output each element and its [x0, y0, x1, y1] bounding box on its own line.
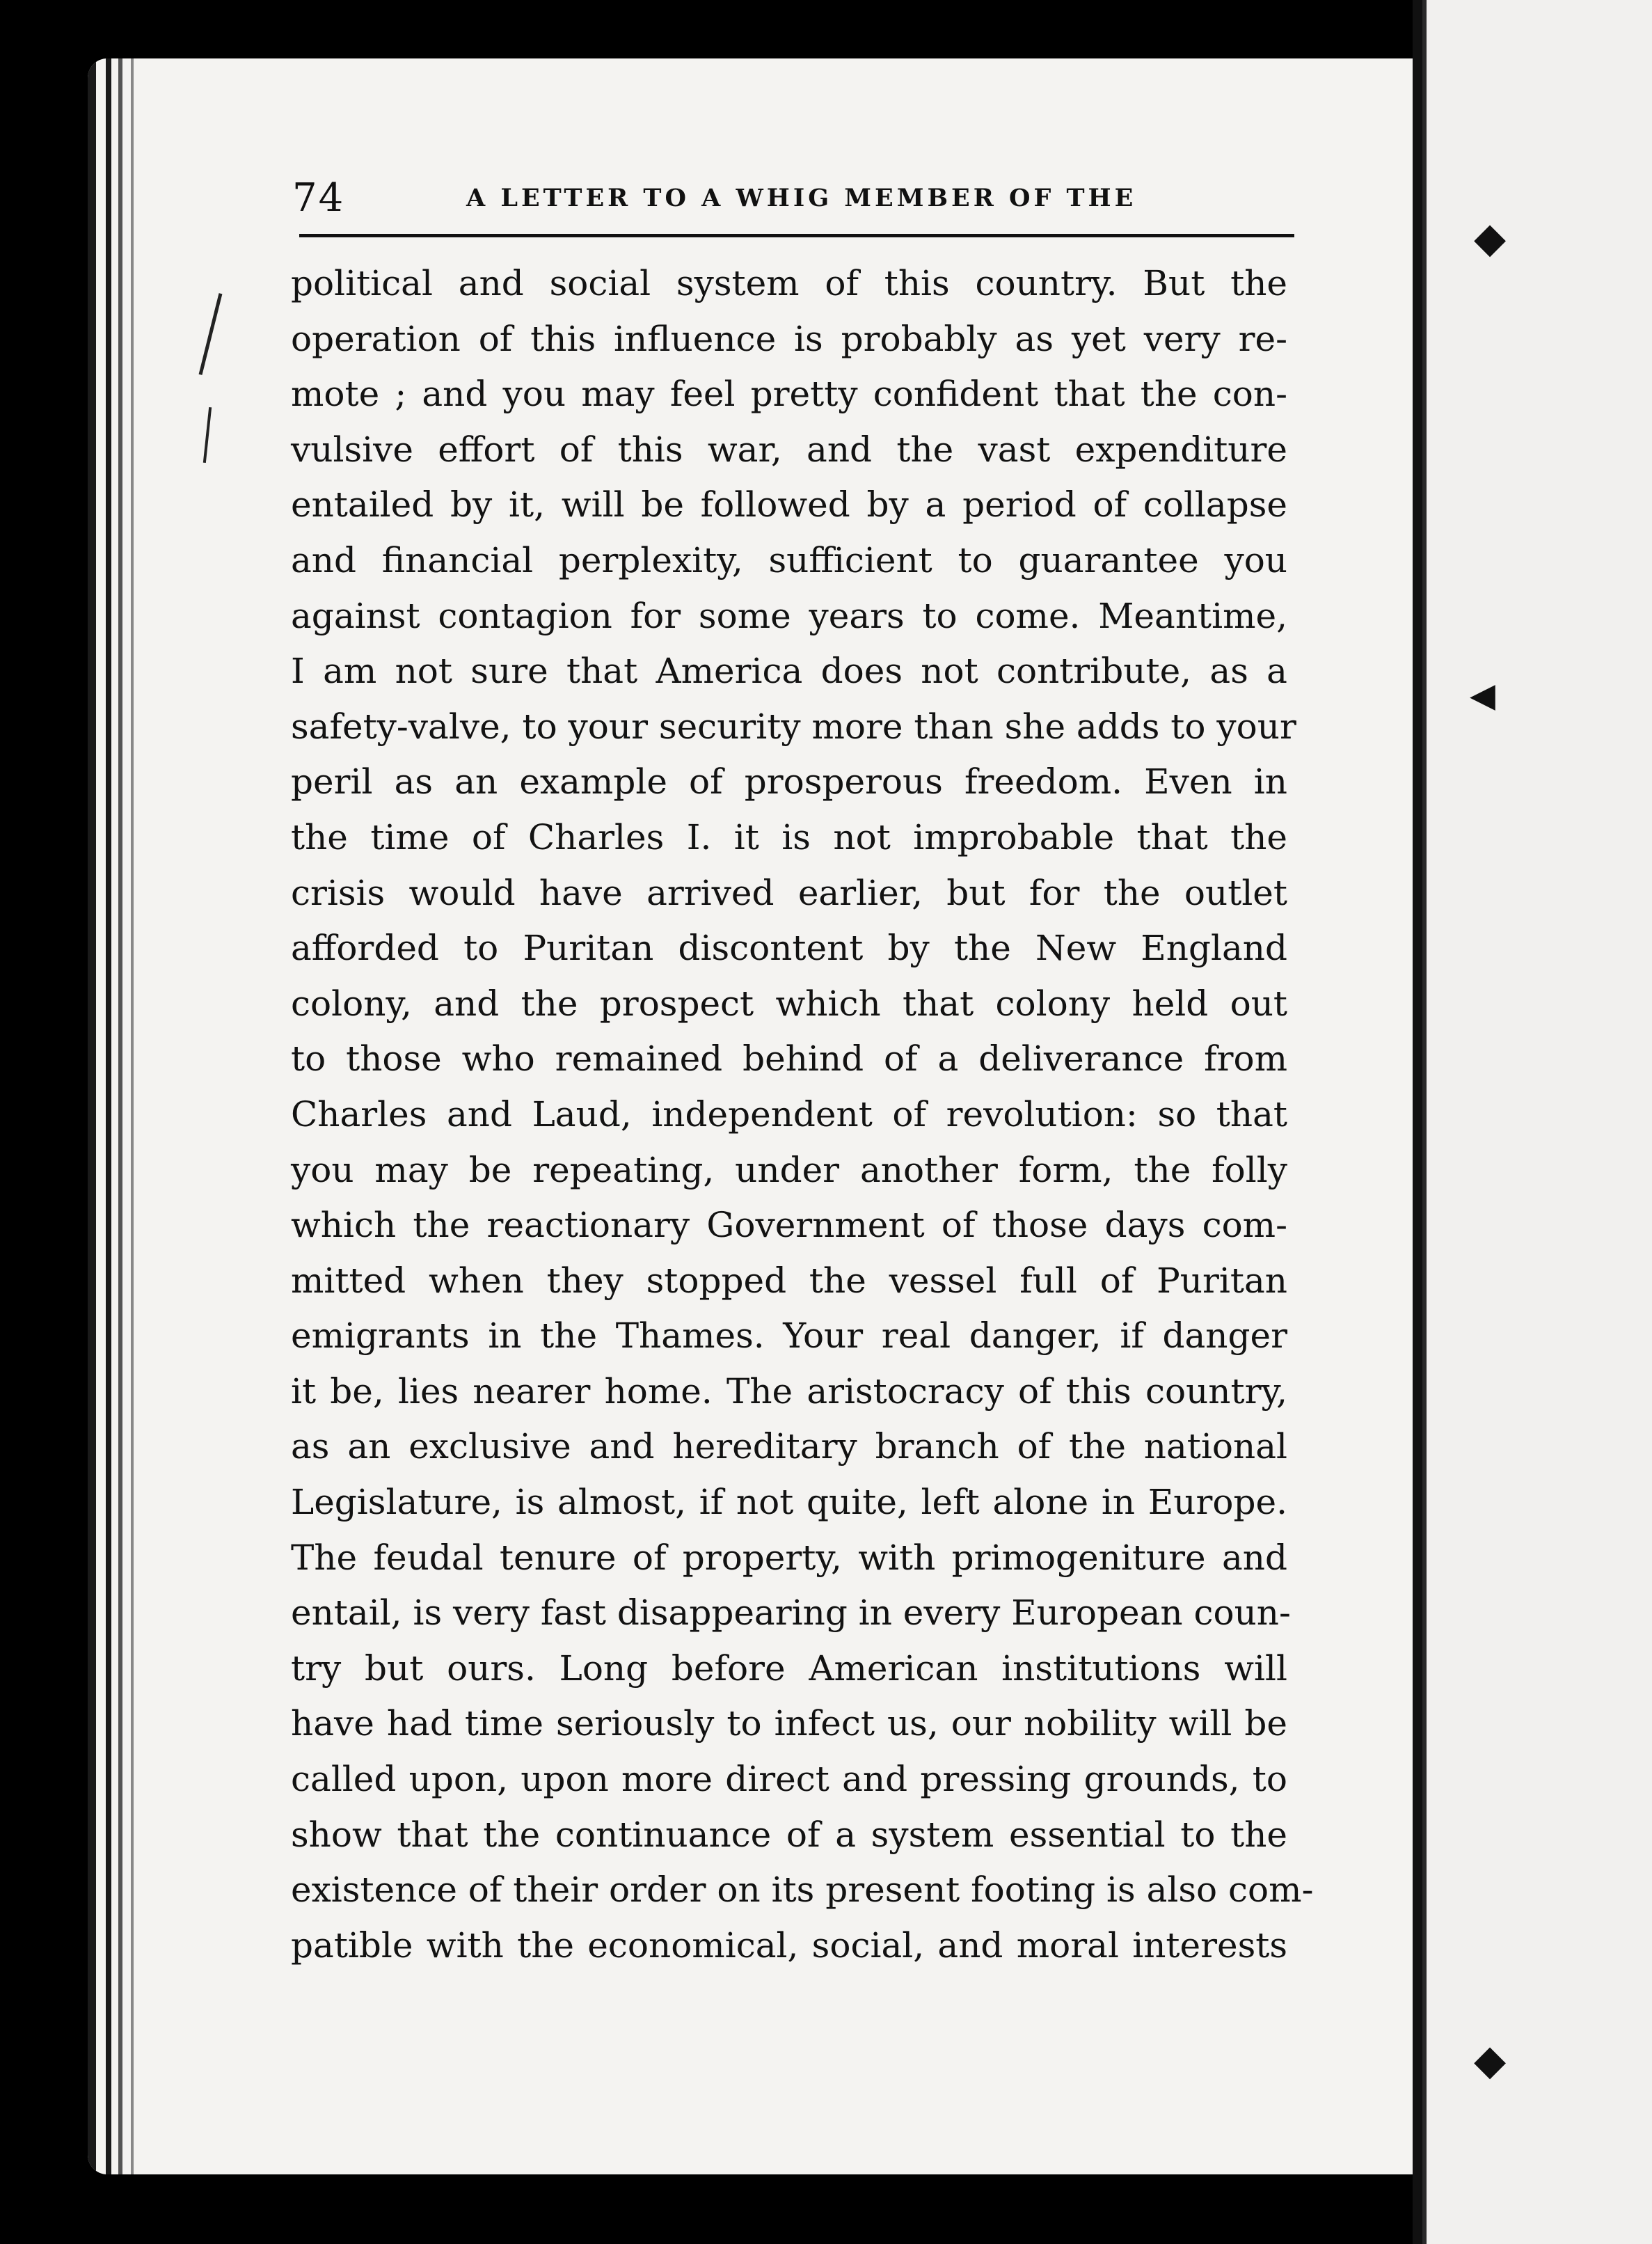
body-text: [291, 256, 1314, 1973]
text-line: I am not sure that America does not contribute, as a: [291, 651, 1287, 692]
text-line: Legislature, is almost, if not quite, left alone in Europe.: [291, 1482, 1287, 1523]
text-line: show that the continuance of a system essential to the: [291, 1814, 1287, 1855]
binding-edge: [118, 58, 122, 2174]
text-line: entail, is very fast disappearing in every European coun-: [291, 1593, 1291, 1634]
text-line: to those who remained behind of a deliverance from: [291, 1038, 1287, 1080]
gutter-mark: ◀: [1470, 676, 1495, 715]
text-line: peril as an example of prosperous freedom. Even in: [291, 761, 1287, 803]
text-line: against contagion for some years to come. Meantime,: [291, 595, 1287, 636]
text-line: political and social system of this country. But the: [291, 263, 1287, 303]
text-line: patible with the economical, social, and moral interests: [291, 1925, 1287, 1966]
binding-edge: [88, 58, 96, 2174]
text-line: it be, lies nearer home. The aristocracy of this country,: [291, 1370, 1287, 1412]
text-line: which the reactionary Government of those days com-: [291, 1205, 1287, 1246]
text-line: the time of Charles I. it is not improbable that the: [291, 816, 1287, 858]
text-line: operation of this influence is probably as yet very re-: [291, 318, 1287, 359]
adjacent-page-edge: [1422, 0, 1652, 2244]
binding-edge: [106, 58, 111, 2174]
text-line: emigrants in the Thames. Your real danger, if danger: [291, 1315, 1287, 1357]
header-rule: [299, 234, 1294, 237]
text-line: you may be repeating, under another form, the folly: [291, 1149, 1287, 1190]
text-line: mote ; and you may feel pretty confident that the con-: [291, 374, 1287, 415]
running-title: A LETTER TO A WHIG MEMBER OF THE: [466, 184, 1137, 212]
text-line: safety-valve, to your security more than she adds to your: [291, 706, 1296, 747]
gutter-mark: ◆: [1474, 2036, 1507, 2085]
running-head: [292, 175, 1322, 238]
gutter-mark: ◆: [1474, 214, 1507, 262]
text-line: mitted when they stopped the vessel full of Puritan: [291, 1260, 1287, 1301]
binding-edge: [131, 58, 134, 2174]
gutter-shadow: [1413, 0, 1422, 2244]
text-line: colony, and the prospect which that colony held out: [291, 983, 1287, 1024]
text-line: Charles and Laud, independent of revolution: so that: [291, 1093, 1287, 1135]
text-line: entailed by it, will be followed by a period of collapse: [291, 484, 1287, 526]
text-line: as an exclusive and hereditary branch of the national: [291, 1426, 1287, 1467]
text-line: called upon, upon more direct and pressing grounds, to: [291, 1759, 1287, 1800]
text-line: The feudal tenure of property, with primogeniture and: [291, 1537, 1287, 1578]
text-line: vulsive effort of this war, and the vast expenditure: [291, 429, 1287, 470]
text-line: try but ours. Long before American institutions will: [291, 1648, 1287, 1689]
page-number: 74: [292, 175, 345, 221]
text-line: existence of their order on its present footing is also com-: [291, 1870, 1314, 1911]
text-line: afforded to Puritan discontent by the New England: [291, 928, 1287, 969]
text-line: and financial perplexity, sufficient to guarantee you: [291, 539, 1287, 580]
text-line: crisis would have arrived earlier, but for the outlet: [291, 872, 1287, 913]
text-line: have had time seriously to infect us, our nobility will be: [291, 1703, 1287, 1744]
